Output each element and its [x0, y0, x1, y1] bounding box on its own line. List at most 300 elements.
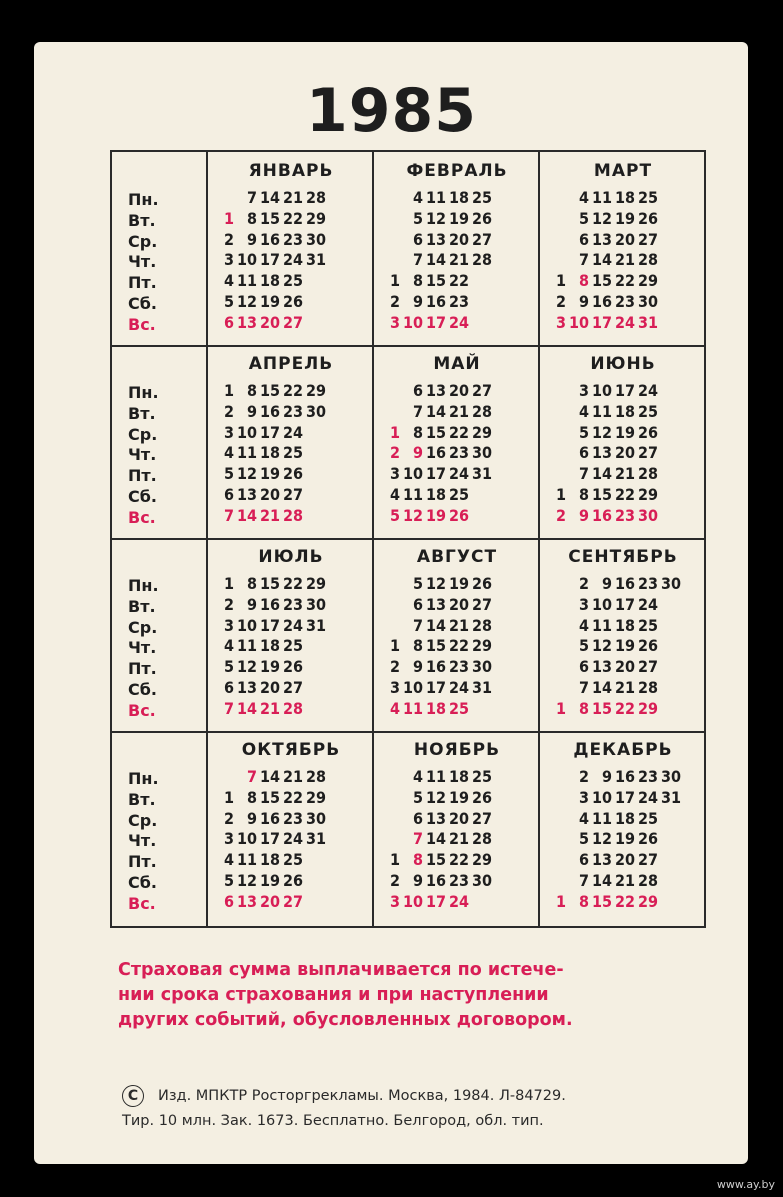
date-cell: 7: [246, 188, 257, 207]
date-cell: 13: [425, 229, 446, 249]
date-cell: 28: [637, 464, 658, 484]
week-row: [540, 402, 706, 423]
date-cell: 20: [259, 891, 280, 911]
date-cell: 13: [236, 677, 257, 697]
weekday-labels: [128, 190, 159, 336]
note-line: других событий, обусловленных договором.: [118, 1010, 573, 1030]
date-cell: 17: [259, 250, 280, 270]
date-cell: 13: [591, 443, 612, 463]
date-cell: 4: [389, 484, 400, 504]
date-cell: 8: [578, 891, 589, 911]
date-cell: 11: [591, 188, 612, 207]
date-cell: 24: [614, 312, 635, 332]
weekday-label: Сб.: [128, 486, 157, 506]
week-row: [374, 657, 540, 678]
month-block: [540, 540, 706, 720]
date-cell: 24: [448, 677, 469, 697]
week-row: [540, 657, 706, 678]
week-row: [540, 381, 706, 402]
week-row: [208, 230, 374, 251]
date-cell: 4: [223, 271, 234, 291]
date-cell: 26: [637, 636, 658, 656]
date-cell: 23: [614, 291, 635, 311]
date-cell: 24: [282, 829, 303, 849]
date-cell: 4: [578, 615, 589, 635]
date-cell: 20: [259, 677, 280, 697]
date-cell: 17: [259, 829, 280, 849]
date-cell: 20: [448, 808, 469, 828]
date-cell: 8: [246, 208, 257, 228]
date-cell: 21: [614, 464, 635, 484]
date-cell: 1: [389, 850, 400, 870]
date-cell: 21: [448, 250, 469, 270]
date-cell: 12: [236, 657, 257, 677]
weekday-label: Вс.: [128, 507, 156, 527]
date-cell: 16: [259, 808, 280, 828]
date-cell: 13: [425, 594, 446, 614]
date-cell: 15: [259, 381, 280, 400]
date-cell: 11: [591, 615, 612, 635]
weekday-label: Пт.: [128, 466, 157, 486]
date-cell: 16: [425, 870, 446, 890]
date-cell: 27: [471, 229, 492, 249]
month-block: [540, 347, 706, 527]
month-name: МАРТ: [593, 161, 653, 181]
date-cell: 27: [637, 229, 658, 249]
date-cell: 14: [425, 829, 446, 849]
date-cell: 17: [425, 891, 446, 911]
date-cell: 8: [578, 484, 589, 504]
date-cell: 19: [614, 636, 635, 656]
date-cell: 28: [637, 250, 658, 270]
date-cell: 9: [412, 870, 423, 890]
week-row: [374, 595, 540, 616]
date-cell: 10: [591, 381, 612, 400]
date-cell: 23: [637, 767, 658, 786]
weekday-label: Чт.: [128, 831, 157, 851]
date-cell: 24: [282, 250, 303, 270]
date-cell: 3: [389, 677, 400, 697]
weekday-label: Пн.: [128, 383, 159, 402]
week-row: [374, 767, 540, 788]
week-row: [374, 829, 540, 850]
date-cell: 18: [448, 767, 469, 786]
date-cell: 17: [591, 312, 612, 332]
date-cell: 14: [425, 615, 446, 635]
date-cell: 2: [223, 401, 234, 421]
date-cell: 17: [425, 312, 446, 332]
week-row: [540, 188, 706, 209]
month-name: ИЮЛЬ: [258, 547, 324, 567]
date-cell: 7: [578, 250, 589, 270]
date-cell: 19: [259, 870, 280, 890]
date-cell: 16: [614, 767, 635, 786]
week-row: [374, 443, 540, 464]
date-cell: 14: [259, 188, 280, 207]
date-cell: 10: [236, 422, 257, 442]
date-cell: 27: [282, 312, 303, 332]
date-cell: 19: [448, 787, 469, 807]
week-row: [374, 250, 540, 271]
date-cell: 7: [578, 870, 589, 890]
date-cell: 22: [282, 574, 303, 593]
month-name: АПРЕЛЬ: [248, 354, 334, 374]
date-cell: 8: [412, 422, 423, 442]
date-cell: 5: [412, 208, 423, 228]
date-cell: 29: [637, 484, 658, 504]
date-cell: 8: [246, 381, 257, 400]
date-cell: 15: [591, 698, 612, 718]
date-cell: 18: [614, 808, 635, 828]
date-cell: 6: [223, 312, 234, 332]
date-cell: 10: [568, 312, 589, 332]
date-cell: 18: [259, 443, 280, 463]
date-cell: 25: [282, 850, 303, 870]
week-row: [208, 767, 374, 788]
date-cell: 29: [471, 422, 492, 442]
date-cell: 29: [637, 698, 658, 718]
date-cell: 4: [578, 188, 589, 207]
week-row: [374, 788, 540, 809]
date-cell: 23: [282, 401, 303, 421]
date-cell: 10: [402, 312, 423, 332]
week-row: [540, 271, 706, 292]
week-row: [374, 850, 540, 871]
week-row: [208, 699, 374, 720]
date-cell: 27: [471, 808, 492, 828]
calendar-grid: [110, 150, 706, 928]
week-row: [208, 636, 374, 657]
date-cell: 6: [578, 657, 589, 677]
date-cell: 27: [282, 891, 303, 911]
date-cell: 7: [223, 698, 234, 718]
date-cell: 27: [637, 443, 658, 463]
week-row: [208, 678, 374, 699]
date-cell: 1: [555, 484, 566, 504]
date-cell: 21: [282, 767, 303, 786]
date-cell: 25: [282, 443, 303, 463]
date-cell: 8: [246, 787, 257, 807]
publisher-info: [122, 1084, 712, 1134]
weekday-label: Ср.: [128, 810, 158, 830]
date-cell: 18: [259, 850, 280, 870]
date-cell: 3: [223, 422, 234, 442]
date-cell: 31: [305, 615, 326, 635]
date-cell: 20: [614, 229, 635, 249]
date-cell: 5: [412, 787, 423, 807]
date-cell: 16: [591, 291, 612, 311]
date-cell: 12: [591, 829, 612, 849]
date-cell: 1: [555, 891, 566, 911]
weekday-label: Пт.: [128, 852, 157, 872]
week-row: [374, 871, 540, 892]
date-cell: 26: [637, 208, 658, 228]
date-cell: 23: [448, 870, 469, 890]
date-cell: 16: [591, 505, 612, 525]
date-cell: 1: [389, 636, 400, 656]
weekday-label: Вт.: [128, 789, 156, 809]
week-row: [208, 402, 374, 423]
date-cell: 4: [578, 401, 589, 421]
week-row: [208, 892, 374, 913]
weekday-label: Пн.: [128, 190, 159, 209]
date-cell: 9: [578, 505, 589, 525]
date-cell: 6: [412, 229, 423, 249]
week-row: [374, 506, 540, 527]
date-cell: 24: [637, 594, 658, 614]
date-cell: 7: [578, 677, 589, 697]
date-cell: 30: [471, 443, 492, 463]
date-cell: 21: [282, 188, 303, 207]
date-cell: 11: [425, 767, 446, 786]
date-cell: 7: [412, 401, 423, 421]
date-cell: 24: [637, 381, 658, 400]
week-row: [374, 892, 540, 913]
date-cell: 5: [412, 574, 423, 593]
date-cell: 2: [578, 767, 589, 786]
date-cell: 6: [412, 808, 423, 828]
date-cell: 13: [425, 381, 446, 400]
date-cell: 10: [236, 250, 257, 270]
date-cell: 25: [637, 188, 658, 207]
month-block: [208, 540, 374, 720]
note-line: нии срока страхования и при наступлении: [118, 985, 549, 1005]
date-cell: 1: [555, 271, 566, 291]
date-cell: 5: [578, 422, 589, 442]
date-cell: 31: [637, 312, 658, 332]
week-row: [540, 767, 706, 788]
week-row: [540, 485, 706, 506]
week-row: [208, 443, 374, 464]
date-cell: 20: [614, 850, 635, 870]
date-cell: 26: [637, 422, 658, 442]
weekday-label: Сб.: [128, 679, 157, 699]
publisher-line: Изд. МПКТР Росторгрекламы. Москва, 1984. Л-84729.: [158, 1088, 566, 1104]
weekday-label: Вс.: [128, 700, 156, 720]
week-row: [540, 788, 706, 809]
date-cell: 16: [425, 291, 446, 311]
date-cell: 16: [259, 594, 280, 614]
date-cell: 21: [614, 677, 635, 697]
week-row: [208, 788, 374, 809]
date-cell: 7: [412, 829, 423, 849]
date-cell: 24: [448, 312, 469, 332]
date-cell: 12: [236, 464, 257, 484]
week-row: [540, 230, 706, 251]
week-row: [374, 464, 540, 485]
weekday-label: Пт.: [128, 273, 157, 293]
date-cell: 1: [389, 271, 400, 291]
date-cell: 8: [412, 850, 423, 870]
date-cell: 5: [223, 657, 234, 677]
weekday-label: Ср.: [128, 424, 158, 444]
week-row: [208, 809, 374, 830]
date-cell: 21: [448, 615, 469, 635]
date-cell: 11: [236, 636, 257, 656]
week-row: [208, 292, 374, 313]
weekday-label: Чт.: [128, 445, 157, 465]
date-cell: 25: [282, 636, 303, 656]
date-cell: 18: [614, 615, 635, 635]
week-row: [374, 230, 540, 251]
date-cell: 9: [246, 594, 257, 614]
date-cell: 30: [305, 229, 326, 249]
date-cell: 26: [282, 464, 303, 484]
week-row: [374, 616, 540, 637]
date-cell: 15: [591, 271, 612, 291]
date-cell: 29: [471, 636, 492, 656]
week-row: [540, 678, 706, 699]
date-cell: 2: [389, 870, 400, 890]
week-row: [374, 209, 540, 230]
date-cell: 5: [578, 208, 589, 228]
date-cell: 24: [282, 615, 303, 635]
month-block: [374, 540, 540, 720]
date-cell: 24: [448, 464, 469, 484]
week-row: [208, 271, 374, 292]
date-cell: 9: [601, 574, 612, 593]
date-cell: 29: [305, 381, 326, 400]
date-cell: 15: [259, 574, 280, 593]
date-cell: 10: [591, 787, 612, 807]
week-row: [540, 809, 706, 830]
date-cell: 18: [425, 698, 446, 718]
date-cell: 29: [637, 891, 658, 911]
date-cell: 27: [637, 657, 658, 677]
date-cell: 10: [236, 829, 257, 849]
date-cell: 28: [471, 615, 492, 635]
date-cell: 22: [282, 787, 303, 807]
date-cell: 11: [425, 188, 446, 207]
date-cell: 19: [259, 464, 280, 484]
weekday-label: Сб.: [128, 293, 157, 313]
weekday-label: Сб.: [128, 872, 157, 892]
date-cell: 12: [425, 787, 446, 807]
date-cell: 10: [236, 615, 257, 635]
date-cell: 20: [448, 381, 469, 400]
month-name: ФЕВРАЛЬ: [406, 161, 508, 181]
date-cell: 25: [282, 271, 303, 291]
date-cell: 12: [425, 574, 446, 593]
month-block: [208, 347, 374, 527]
date-cell: 6: [223, 484, 234, 504]
date-cell: 6: [223, 677, 234, 697]
date-cell: 13: [236, 312, 257, 332]
date-cell: 10: [402, 464, 423, 484]
date-cell: 17: [425, 677, 446, 697]
date-cell: 23: [448, 291, 469, 311]
date-cell: 28: [471, 829, 492, 849]
date-cell: 25: [471, 767, 492, 786]
date-cell: 9: [246, 808, 257, 828]
date-cell: 6: [412, 594, 423, 614]
date-cell: 27: [282, 484, 303, 504]
date-cell: 1: [555, 698, 566, 718]
date-cell: 25: [471, 188, 492, 207]
date-cell: 21: [448, 829, 469, 849]
week-row: [374, 402, 540, 423]
week-row: [540, 636, 706, 657]
date-cell: 23: [448, 443, 469, 463]
date-cell: 15: [425, 636, 446, 656]
date-cell: 14: [425, 250, 446, 270]
week-row: [540, 595, 706, 616]
date-cell: 27: [471, 381, 492, 400]
date-cell: 3: [389, 891, 400, 911]
date-cell: 12: [591, 208, 612, 228]
date-cell: 15: [591, 484, 612, 504]
date-cell: 4: [223, 443, 234, 463]
date-cell: 17: [259, 422, 280, 442]
date-cell: 19: [614, 422, 635, 442]
week-row: [374, 292, 540, 313]
date-cell: 4: [389, 698, 400, 718]
weekday-label: Пн.: [128, 769, 159, 788]
date-cell: 25: [637, 808, 658, 828]
date-cell: 6: [578, 850, 589, 870]
date-cell: 22: [448, 850, 469, 870]
date-cell: 18: [448, 188, 469, 207]
date-cell: 5: [223, 870, 234, 890]
date-cell: 16: [259, 401, 280, 421]
date-cell: 19: [425, 505, 446, 525]
date-cell: 28: [282, 698, 303, 718]
date-cell: 29: [305, 574, 326, 593]
date-cell: 16: [425, 443, 446, 463]
date-cell: 14: [425, 401, 446, 421]
date-cell: 12: [591, 422, 612, 442]
date-cell: 13: [236, 484, 257, 504]
week-row: [540, 871, 706, 892]
weekday-labels: [128, 576, 159, 722]
date-cell: 22: [448, 636, 469, 656]
date-cell: 26: [448, 505, 469, 525]
date-cell: 6: [412, 381, 423, 400]
date-cell: 14: [259, 767, 280, 786]
date-cell: 23: [448, 657, 469, 677]
week-row: [208, 250, 374, 271]
date-cell: 26: [282, 657, 303, 677]
date-cell: 13: [591, 229, 612, 249]
date-cell: 14: [236, 698, 257, 718]
weekday-label: Пт.: [128, 659, 157, 679]
date-cell: 28: [637, 677, 658, 697]
date-cell: 20: [614, 657, 635, 677]
date-cell: 22: [614, 484, 635, 504]
date-cell: 19: [614, 829, 635, 849]
date-cell: 21: [448, 401, 469, 421]
date-cell: 16: [614, 574, 635, 593]
date-cell: 12: [236, 291, 257, 311]
weekday-label: Чт.: [128, 252, 157, 272]
date-cell: 13: [236, 891, 257, 911]
date-cell: 2: [555, 291, 566, 311]
date-cell: 27: [637, 850, 658, 870]
month-name: ЯНВАРЬ: [248, 161, 334, 181]
week-row: [208, 209, 374, 230]
week-row: [374, 313, 540, 334]
date-cell: 28: [305, 188, 326, 207]
week-row: [374, 574, 540, 595]
weekday-label: Вт.: [128, 403, 156, 423]
week-row: [540, 616, 706, 637]
date-cell: 4: [412, 767, 423, 786]
date-cell: 26: [282, 291, 303, 311]
weekday-labels: [128, 769, 159, 915]
week-row: [208, 657, 374, 678]
date-cell: 23: [282, 808, 303, 828]
date-cell: 9: [246, 229, 257, 249]
